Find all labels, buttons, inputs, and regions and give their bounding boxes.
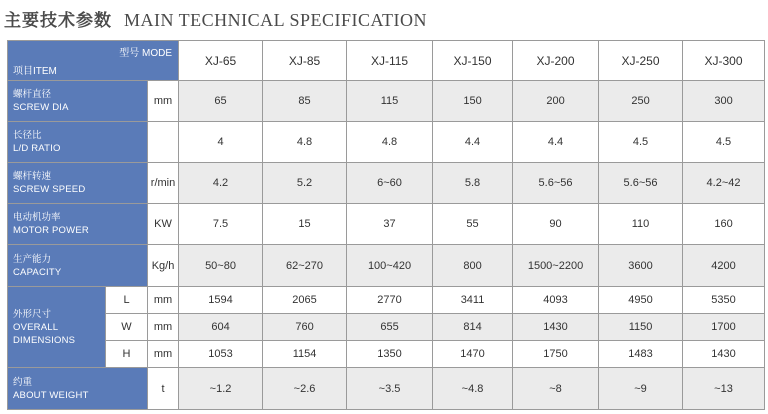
title-cn: 主要技术参数 [4,11,112,31]
value-cell: 5.6~56 [599,163,683,204]
table-row [8,368,765,410]
row-label-en: CAPACITY [13,266,62,278]
value-cell: 200 [513,81,599,122]
value-cell: ~1.2 [179,368,263,410]
value-cell: 2065 [263,287,347,314]
value-cell: 4093 [513,287,599,314]
row-label [8,81,148,122]
value-cell: 1483 [599,341,683,368]
value-cell: ~13 [683,368,765,410]
value-cell: 814 [433,314,513,341]
value-cell: 6~60 [347,163,433,204]
value-cell: 1594 [179,287,263,314]
row-label-en: SCREW SPEED [13,184,86,195]
value-cell: 1750 [513,341,599,368]
dimension-sub-label: L [106,287,148,314]
value-cell: 655 [347,314,433,341]
header-label-cell [8,41,179,81]
value-cell: 4.8 [263,122,347,163]
model-header: XJ-150 [433,41,513,81]
value-cell: 1053 [179,341,263,368]
model-header: XJ-250 [599,41,683,81]
value-cell: 1350 [347,341,433,368]
value-cell: 3411 [433,287,513,314]
table-row [8,287,765,314]
value-cell: 250 [599,81,683,122]
value-cell: 15 [263,204,347,245]
row-label-cn: 长径比 [13,130,42,141]
table-row [8,122,765,163]
row-label-cn: 电动机功率 [13,212,61,223]
row-label-en: ABOUT WEIGHT [13,389,89,401]
table-row [8,314,765,341]
value-cell: 1430 [683,341,765,368]
value-cell: 150 [433,81,513,122]
row-unit: t [148,368,179,410]
value-cell: 65 [179,81,263,122]
row-label [8,204,148,245]
value-cell: ~8 [513,368,599,410]
value-cell: 1470 [433,341,513,368]
header-row [8,41,765,81]
row-unit: r/min [148,163,179,204]
page-title [4,6,427,30]
row-label [8,122,148,163]
row-label [8,245,148,287]
item-label: 项目ITEM [13,66,57,77]
value-cell: 1500~2200 [513,245,599,287]
value-cell: 5350 [683,287,765,314]
value-cell: 4.8 [347,122,433,163]
value-cell: 2770 [347,287,433,314]
value-cell: 3600 [599,245,683,287]
value-cell: 110 [599,204,683,245]
title-en: MAIN TECHNICAL SPECIFICATION [124,10,428,30]
value-cell: 4200 [683,245,765,287]
value-cell: 115 [347,81,433,122]
model-header: XJ-65 [179,41,263,81]
value-cell: 1700 [683,314,765,341]
dimension-sub-label: W [106,314,148,341]
model-header: XJ-200 [513,41,599,81]
value-cell: 100~420 [347,245,433,287]
dimensions-label-cn: 外形尺寸 [13,308,52,320]
row-label-cn: 生产能力 [13,253,52,265]
value-cell: 5.6~56 [513,163,599,204]
table-row [8,163,765,204]
value-cell: ~4.8 [433,368,513,410]
value-cell: 604 [179,314,263,341]
row-label-en: MOTOR POWER [13,225,89,236]
value-cell: 5.2 [263,163,347,204]
value-cell: 800 [433,245,513,287]
row-label-cn: 约重 [13,376,33,388]
table-row [8,245,765,287]
value-cell: 4950 [599,287,683,314]
value-cell: 1150 [599,314,683,341]
mode-label: 型号 MODE [119,48,173,59]
value-cell: 50~80 [179,245,263,287]
value-cell: 37 [347,204,433,245]
model-header: XJ-85 [263,41,347,81]
value-cell: 4.2~42 [683,163,765,204]
table-row [8,341,765,368]
row-label-en: SCREW DIA [13,102,69,113]
value-cell: 55 [433,204,513,245]
value-cell: 160 [683,204,765,245]
dimensions-label-en2: DIMENSIONS [13,334,76,346]
value-cell: 4.2 [179,163,263,204]
row-unit: Kg/h [148,245,179,287]
row-label-cn: 螺杆转速 [13,171,52,182]
value-cell: ~3.5 [347,368,433,410]
value-cell: 7.5 [179,204,263,245]
dimension-sub-label: H [106,341,148,368]
table-row [8,204,765,245]
value-cell: 4 [179,122,263,163]
model-header: XJ-115 [347,41,433,81]
value-cell: 90 [513,204,599,245]
row-label-cn: 螺杆直径 [13,89,52,100]
value-cell: 300 [683,81,765,122]
value-cell: ~9 [599,368,683,410]
model-header: XJ-300 [683,41,765,81]
row-label-en: L/D RATIO [13,143,61,154]
value-cell: 1154 [263,341,347,368]
spec-table [7,40,765,410]
table-row [8,81,765,122]
row-unit [148,122,179,163]
row-unit: mm [148,287,179,314]
dimensions-label-en1: OVERALL [13,321,59,333]
value-cell: 4.4 [513,122,599,163]
value-cell: 1430 [513,314,599,341]
row-unit: mm [148,341,179,368]
dimensions-label [8,287,106,368]
value-cell: 85 [263,81,347,122]
value-cell: 5.8 [433,163,513,204]
value-cell: 4.5 [599,122,683,163]
row-unit: mm [148,81,179,122]
value-cell: 62~270 [263,245,347,287]
value-cell: 760 [263,314,347,341]
value-cell: 4.4 [433,122,513,163]
row-unit: KW [148,204,179,245]
value-cell: ~2.6 [263,368,347,410]
row-unit: mm [148,314,179,341]
value-cell: 4.5 [683,122,765,163]
row-label [8,368,148,410]
row-label [8,163,148,204]
